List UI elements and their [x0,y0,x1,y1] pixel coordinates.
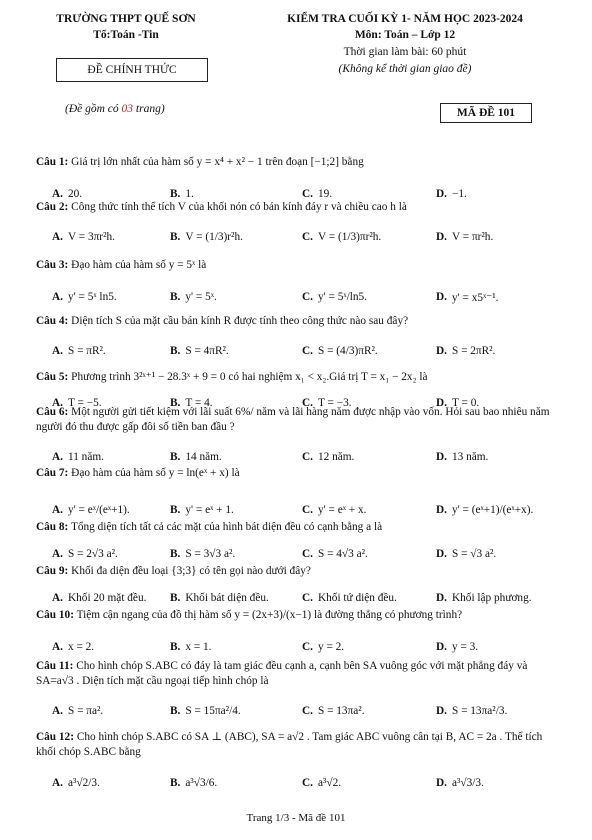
answer-option-b[interactable] [170,284,217,310]
option-letter: B. [170,705,181,717]
option-text: 20. [67,188,83,200]
answer-option-b[interactable] [170,338,229,364]
option-letter: D. [436,397,447,409]
question-8 [36,520,558,535]
option-letter: A. [52,548,63,560]
option-letter: C. [302,592,313,604]
option-letter: C. [302,188,313,200]
answer-options [52,698,562,724]
option-text: S = 4πR². [185,345,229,357]
question-text: Tổng diện tích tất cả các mặt của hình bát diện đều có cạnh bằng a là [70,521,383,533]
answer-option-b[interactable] [170,770,217,796]
answer-option-d[interactable] [436,698,507,724]
question-label: Câu 1: [36,156,69,168]
option-text: 1. [185,188,194,200]
option-text: 14 năm. [185,451,222,463]
option-letter: A. [52,345,63,357]
exam-title: KIỂM TRA CUỐI KỲ 1- NĂM HỌC 2023-2024 [287,13,523,25]
option-letter: C. [302,397,313,409]
answer-option-c[interactable] [302,224,381,250]
option-text: y' = eˣ/(eˣ+1). [67,504,130,516]
answer-option-d[interactable] [436,770,484,796]
option-text: x = 1. [185,641,212,653]
option-letter: C. [302,345,313,357]
option-text: 13 năm. [451,451,489,463]
option-text: S = 4√3 a². [317,548,368,560]
question-text: Một người gửi tiết kiệm với lãi suất 6%/ năm và lãi hàng năm được nhập vào vốn. Hỏi sau bao nhiêu năm người đó thu được gấp đôi số tiền ban đầu ? [36,406,550,433]
option-letter: C. [302,451,313,463]
question-3 [36,258,558,273]
question-label: Câu 8: [36,521,69,533]
option-letter: C. [302,641,313,653]
option-letter: A. [52,188,63,200]
option-text: S = √3 a². [451,548,497,560]
question-text: Phương trình 3²ˣ⁺¹ − 28.3ˣ + 9 = 0 có hai nghiệm x₁ < x₂.Giá trị T = x₁ − 2x₂ là [71,371,428,383]
option-text: y' = (eˣ+1)/(eˣ+x). [451,504,534,516]
option-text: T = −5. [67,397,102,409]
option-letter: D. [436,705,447,717]
option-letter: C. [302,777,313,789]
question-text: Đạo hàm của hàm số y = ln(eˣ + x) là [71,467,240,479]
question-label: Câu 7: [36,467,69,479]
option-text: S = πR². [67,345,106,357]
question-label: Câu 3: [36,259,69,271]
question-text: Cho hình chóp S.ABC có SA ⊥ (ABC), SA = a√2 . Tam giác ABC vuông cân tại B, AC = 2a . Thể tích khối chóp S.ABC bằng [36,731,543,758]
option-letter: D. [436,504,447,516]
option-text: y' = 5ˣ ln5. [67,291,117,303]
answer-option-c[interactable] [302,698,365,724]
exam-code-box: MÃ ĐỀ 101 [440,103,532,123]
option-letter: D. [436,777,447,789]
option-text: 19. [317,188,333,200]
page-footer: Trang 1/3 - Mã đề 101 [246,812,346,824]
answer-option-b[interactable] [170,698,241,724]
question-label: Câu 5: [36,371,69,383]
option-letter: B. [170,641,181,653]
option-letter: B. [170,777,181,789]
question-5 [36,370,558,385]
question-label: Câu 6: [36,406,69,418]
option-letter: A. [52,451,63,463]
option-letter: C. [302,705,313,717]
answer-option-a[interactable] [52,770,100,796]
option-text: V = (1/3)r²h. [185,231,243,243]
option-text: a³√3/3. [451,777,484,789]
option-text: S = 13πa². [317,705,365,717]
option-letter: A. [52,291,63,303]
option-text: y = 3. [451,641,479,653]
option-text: V = (1/3)πr²h. [317,231,382,243]
option-letter: D. [436,291,447,303]
exam-time: Thời gian làm bài: 60 phút [343,46,467,58]
answer-options [52,224,562,250]
option-text: S = 2√3 a². [67,548,118,560]
option-letter: B. [170,592,181,604]
exam-note: (Không kể thời gian giao đề) [338,63,472,75]
option-text: y' = eˣ + x. [317,504,367,516]
department: Tổ:Toán -Tin [93,29,159,41]
question-text: Tiệm cận ngang của đồ thị hàm số y = (2x+3)/(x−1) là đường thẳng có phương trình? [76,609,463,621]
option-text: S = 15πa²/4. [185,705,241,717]
answer-options [52,770,562,796]
question-label: Câu 2: [36,201,69,213]
option-text: 12 năm. [317,451,355,463]
option-text: S = 13πa²/3. [451,705,508,717]
option-letter: D. [436,231,447,243]
option-letter: C. [302,504,313,516]
school-name: TRƯỜNG THPT QUẾ SƠN [56,13,196,25]
option-letter: C. [302,231,313,243]
option-text: V = 3πr²h. [67,231,115,243]
question-label: Câu 9: [36,565,69,577]
option-text: y = 2. [317,641,345,653]
question-10 [36,608,558,623]
question-6 [36,405,558,435]
question-label: Câu 10: [36,609,74,621]
question-label: Câu 12: [36,731,74,743]
option-letter: B. [170,345,181,357]
option-letter: D. [436,188,447,200]
option-letter: A. [52,504,63,516]
pages-note-pre: (Đề gồm có [65,103,122,115]
option-text: T = 4. [185,397,213,409]
answer-option-a[interactable] [52,634,94,660]
option-letter: A. [52,231,63,243]
option-letter: D. [436,592,447,604]
option-text: V = πr²h. [451,231,494,243]
option-letter: D. [436,548,447,560]
option-text: y' = x5ˣ⁻¹. [451,291,499,304]
option-text: Khối 20 mặt đều. [67,592,147,604]
question-text: Cho hình chóp S.ABC có đáy là tam giác đều cạnh a, cạnh bên SA vuông góc với mặt phẳng đáy và SA=a√3 . Diện tích mặt cầu ngoại tiếp hình chóp là [36,660,528,687]
question-text: Giá trị lớn nhất của hàm số y = x⁴ + x² − 1 trên đoạn [−1;2] bằng [71,156,364,168]
option-text: y' = eˣ + 1. [185,504,234,516]
option-text: 11 năm. [67,451,104,463]
option-letter: A. [52,705,63,717]
pages-note [65,103,165,115]
answer-options [52,284,562,310]
option-text: a³√2/3. [67,777,100,789]
option-text: S = 2πR². [451,345,496,357]
question-text: Khối đa diện đều loại {3;3} có tên gọi nào dưới đây? [71,565,311,577]
answer-option-c[interactable] [302,338,378,364]
answer-option-c[interactable] [302,634,344,660]
option-text: Khối lập phương. [451,592,532,604]
answer-option-a[interactable] [52,698,103,724]
answer-option-b[interactable] [170,224,243,250]
answer-option-d[interactable] [436,634,478,660]
option-letter: B. [170,231,181,243]
answer-option-a[interactable] [52,338,106,364]
option-text: Khối tứ diện đều. [317,592,397,604]
answer-options [52,338,562,364]
option-text: T = 0. [451,397,480,409]
answer-options [52,634,562,660]
option-letter: D. [436,641,447,653]
answer-option-d[interactable] [436,284,498,310]
option-letter: B. [170,451,181,463]
question-4 [36,314,558,329]
option-letter: C. [302,291,313,303]
question-text: Diện tích S của mặt cầu bán kính R được tính theo công thức nào sau đây? [71,315,409,327]
answer-option-c[interactable] [302,770,341,796]
question-11 [36,659,558,689]
option-letter: D. [436,345,447,357]
question-12 [36,730,558,760]
answer-option-a[interactable] [52,224,115,250]
question-label: Câu 11: [36,660,74,672]
question-7 [36,466,558,481]
option-text: a³√3/6. [185,777,218,789]
question-text: Đạo hàm của hàm số y = 5ˣ là [71,259,207,271]
answer-option-d[interactable] [436,224,493,250]
option-letter: C. [302,548,313,560]
option-letter: A. [52,777,63,789]
option-text: x = 2. [67,641,95,653]
official-badge: ĐỀ CHÍNH THỨC [56,58,208,82]
question-2 [36,200,558,215]
option-letter: B. [170,397,181,409]
option-text: S = (4/3)πR². [317,345,378,357]
option-letter: B. [170,504,181,516]
option-letter: B. [170,548,181,560]
answer-option-d[interactable] [436,338,495,364]
option-text: T = −3. [317,397,352,409]
question-label: Câu 4: [36,315,69,327]
pages-note-count: 03 [121,103,134,115]
answer-option-c[interactable] [302,284,367,310]
answer-option-a[interactable] [52,284,117,310]
exam-subject: Môn: Toán – Lớp 12 [354,29,456,41]
option-text: S = 3√3 a². [185,548,236,560]
option-text: −1. [451,188,467,200]
question-9 [36,564,558,579]
option-letter: A. [52,592,63,604]
question-text: Công thức tính thể tích V của khối nón có bán kính đáy r và chiều cao h là [71,201,407,213]
option-text: y' = 5ˣ. [185,291,217,303]
option-text: Khối bát diện đều. [185,592,269,604]
option-letter: B. [170,188,181,200]
option-letter: B. [170,291,181,303]
answer-option-b[interactable] [170,634,212,660]
option-text: y' = 5ˣ/ln5. [317,291,368,303]
question-1 [36,155,558,170]
option-text: S = πa². [67,705,104,717]
option-letter: A. [52,641,63,653]
option-letter: D. [436,451,447,463]
option-letter: A. [52,397,63,409]
option-text: a³√2. [317,777,342,789]
pages-note-post: trang) [133,103,165,115]
